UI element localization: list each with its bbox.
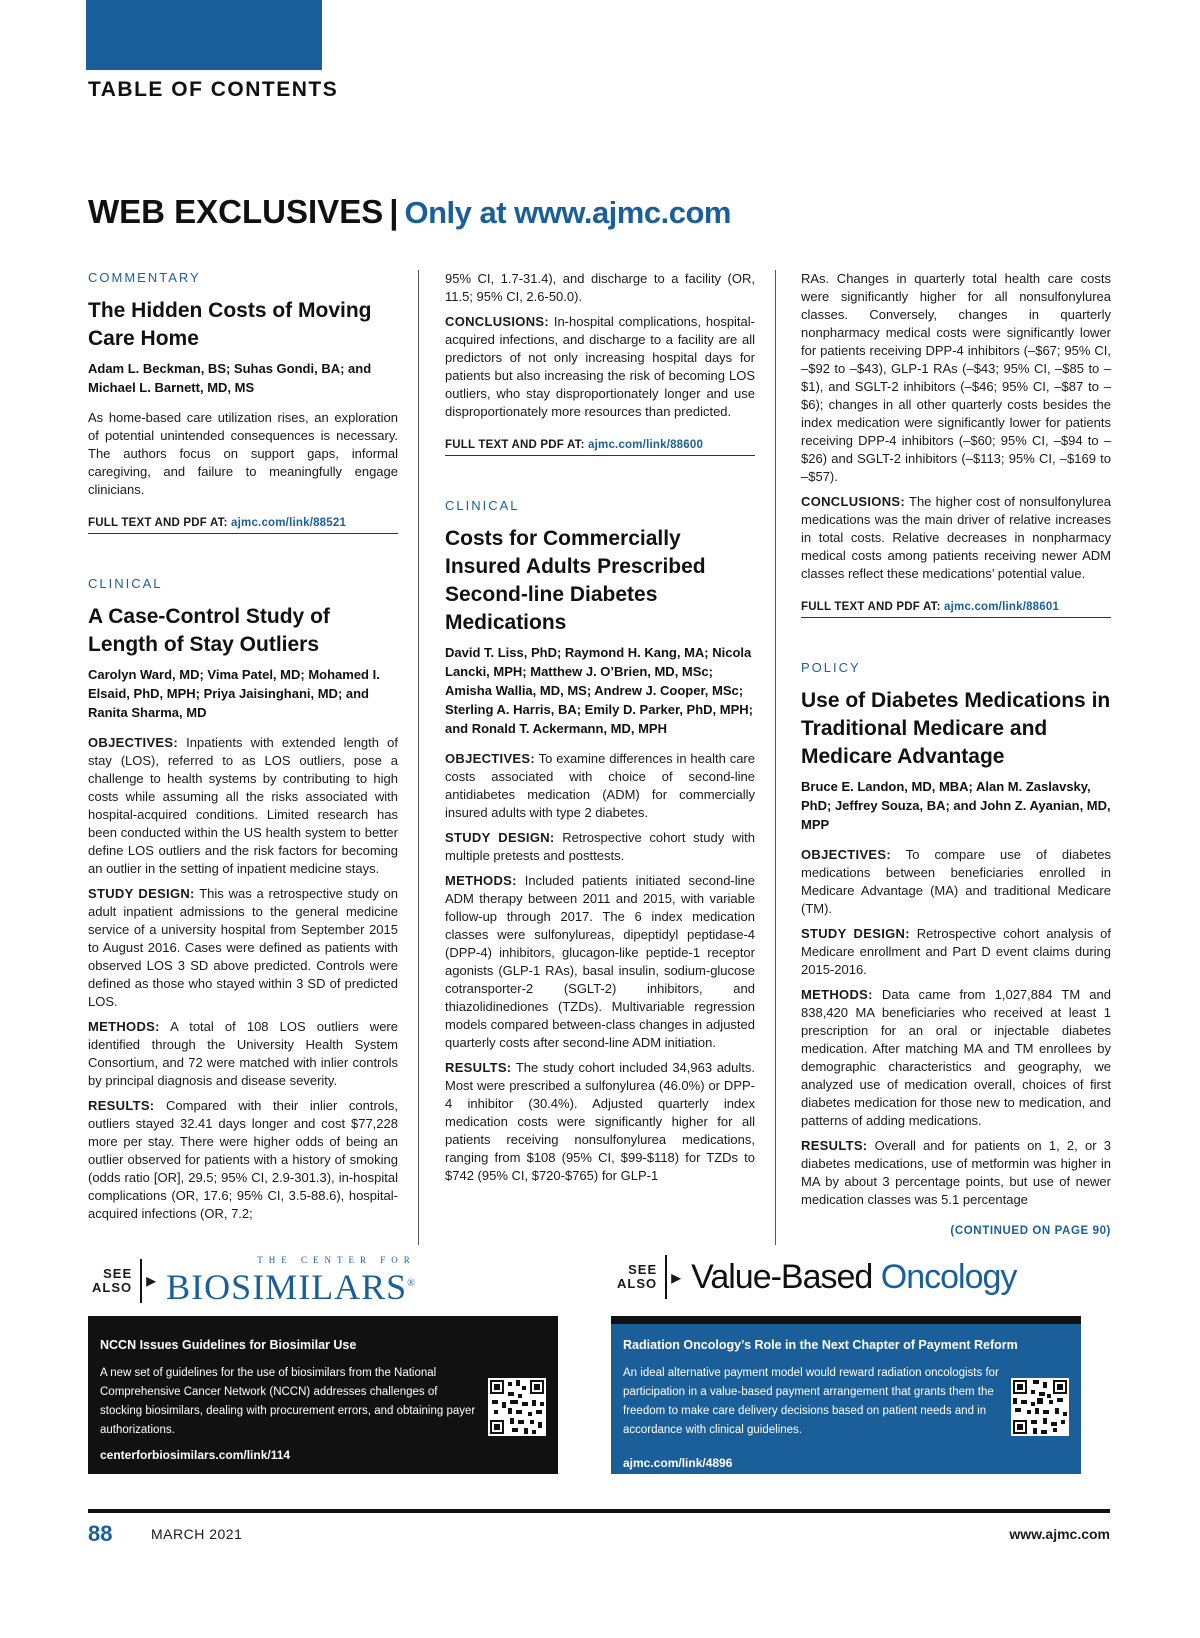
footer-rule [88, 1509, 1110, 1513]
chevron-right-icon: ▸ [671, 1266, 682, 1289]
see-also-value-based-oncology[interactable] [617, 1255, 1016, 1299]
article-summary: As home-based care utilization rises, an exploration of potential unintended consequences is necessary. The authors focus on support gaps, informal caregiving, and failure to meaningfully engage clinicians. [88, 410, 398, 497]
column-2 [445, 270, 755, 1192]
vbo-wordmark-b: Oncology [880, 1257, 1017, 1296]
biosimilars-logo-main [166, 1265, 416, 1306]
study-design-label: STUDY DESIGN: [445, 830, 555, 845]
methods-label: METHODS: [445, 873, 517, 888]
methods-paragraph [801, 986, 1111, 1130]
study-design-paragraph [801, 925, 1111, 979]
full-text-label: FULL TEXT AND PDF AT: [445, 439, 589, 451]
results-paragraph [445, 1059, 755, 1185]
section-label: COMMENTARY [88, 270, 201, 285]
results-label: RESULTS: [88, 1098, 155, 1113]
study-design-paragraph [88, 885, 398, 1011]
see-also-label [617, 1263, 657, 1291]
continued-text: 95% CI, 1.7-31.4), and discharge to a facility (OR, 11.5; 95% CI, 2.6-50.0). [445, 271, 755, 304]
full-text-label: FULL TEXT AND PDF AT: [88, 517, 232, 529]
objectives-text: To examine differences in health care costs associated with choice of second-line antidiabetes medication (ADM) for commercially insured adults with type 2 diabetes. [445, 751, 755, 820]
full-text-line [801, 601, 1111, 618]
section-label: POLICY [801, 660, 861, 675]
conclusions-text: In-hospital complications, hospital-acquired infections, and discharge to a facility are all predictors of not only increasing hospital days for patients but also increasing the risk of becoming LOS outliers, who stay disproportionately longer and use disproportionately more resources than predicted. [445, 314, 755, 419]
methods-label: METHODS: [88, 1019, 160, 1034]
article-link[interactable]: ajmc.com/link/88521 [231, 517, 347, 529]
article-title[interactable]: A Case-Control Study of Length of Stay Outliers [88, 605, 330, 656]
objectives-text: Inpatients with extended length of stay (LOS), referred to as LOS outliers, pose a challenge to health systems by contributing to high costs while assuming all the risks associated with hospital-acquired conditions. Limited research has been conducted within the US health system to better define LOS outliers and the risk factors for becoming an outlier in the setting of inpatient medicine stays. [88, 735, 398, 876]
biosimilars-logo [166, 1255, 416, 1306]
section-label: CLINICAL [445, 498, 520, 513]
full-text-line [88, 517, 398, 534]
objectives-paragraph [801, 846, 1111, 918]
qr-code-icon [488, 1378, 546, 1436]
study-design-paragraph [445, 829, 755, 865]
article-authors: David T. Liss, PhD; Raymond H. Kang, MA; Nicola Lancki, MPH; Matthew J. O’Brien, MD, MSc; Amisha Wallia, MD, MS; Andrew J. Cooper, MSc; Sterling A. Harris, BA; Emily D. Parker, PhD, MPH; and Ronald T. Ackermann, MD, MPH [445, 645, 753, 736]
see-also-biosimilars[interactable] [92, 1255, 416, 1306]
promo-body: An ideal alternative payment model would reward radiation oncologists for participation in a value-based payment arrangement that grants them the freedom to make care delivery decisions based on patient needs and in accordance with clinical guidelines. [623, 1367, 999, 1436]
article-authors: Carolyn Ward, MD; Vima Patel, MD; Mohamed I. Elsaid, PhD, MPH; Priya Jaisinghani, MD; and Ranita Sharma, MD [88, 667, 380, 720]
continued-text: RAs. Changes in quarterly total health care costs were significantly higher for all nonsulfonylurea classes. Conversely, changes in quarterly nonpharmacy medical costs were significantly lower for patients receiving DPP-4 inhibitors (–$67; 95% CI, –$92 to –$43), GLP-1 RAs (–$43; 95% CI, –$85 to –$1), and SGLT-2 inhibitors (–$46; 95% CI, –$87 to –$6); changes in all other quarterly costs besides the index medication were significantly lower for patients receiving DPP-4 inhibitors (–$60; 95% CI, –$94 to –$26) and SGLT-2 inhibitors (–$113; 95% CI, –$169 to –$57). [801, 271, 1111, 484]
vbo-wordmark-a: Value-Based [691, 1257, 881, 1296]
section-label: CLINICAL [88, 576, 163, 591]
results-text: Compared with their inlier controls, outliers stayed 32.41 days longer and cost $77,228 more per stay. There were higher odds of being an outlier observed for patients with a history of smoking (odds ratio [OR], 29.5; 95% CI, 2.9-301.3), in-hospital complications (OR, 17.6; 95% CI, 3.5-88.6), hospital-acquired infections (OR, 7.2; [88, 1098, 398, 1221]
see-word: SEE [628, 1262, 658, 1277]
also-word: ALSO [92, 1279, 133, 1295]
objectives-label: OBJECTIVES: [88, 735, 178, 750]
methods-text: A total of 108 LOS outliers were identified through the University Health System Consortium, and 72 were matched with inlier controls by principal diagnosis and disease severity. [88, 1019, 398, 1088]
objectives-paragraph [88, 734, 398, 878]
objectives-text: To compare use of diabetes medications between beneficiaries enrolled in Medicare Advantage (MA) and traditional Medicare (TM). [801, 847, 1111, 916]
issue-date: MARCH 2021 [151, 1526, 243, 1542]
methods-text: Data came from 1,027,884 TM and 838,420 MA beneficiaries who received at least 1 prescription for an oral or injectable diabetes medication. After matching MA and TM enrollees by demographic characteristics and geography, we analyzed use of medication overall, choices of first diabetes medication for those new to medication, and patterns of adding medications. [801, 987, 1111, 1128]
column-divider [775, 270, 776, 1245]
also-word: ALSO [617, 1276, 658, 1291]
table-of-contents-label: TABLE OF CONTENTS [88, 78, 339, 101]
promo-link[interactable]: centerforbiosimilars.com/link/114 [100, 1448, 291, 1462]
results-label: RESULTS: [445, 1060, 512, 1075]
results-paragraph [88, 1097, 398, 1223]
registered-mark: ® [407, 1278, 416, 1289]
methods-paragraph [88, 1018, 398, 1090]
conclusions-label: CONCLUSIONS: [801, 494, 905, 509]
article-authors: Bruce E. Landon, MD, MBA; Alan M. Zaslavsky, PhD; Jeffrey Souza, BA; and John Z. Ayanian, MD, MPP [801, 779, 1111, 832]
promo-title: NCCN Issues Guidelines for Biosimilar Use [100, 1338, 357, 1352]
web-exclusives-heading: WEB EXCLUSIVES [88, 193, 384, 230]
article-link[interactable]: ajmc.com/link/88601 [944, 601, 1060, 613]
methods-text: Included patients initiated second-line ADM therapy between 2011 and 2015, with variable follow-up through 2017. The 6 index medication classes were sulfonylureas, dipeptidyl peptidase-4 (DPP-4) inhibitors, glucagon-like peptide-1 receptor agonists (GLP-1 RAs), basal insulin, sodium-glucose cotransporter-2 (SGLT-2) inhibitors, and thiazolidinediones (TZDs). Multivariable regression models compared between-class changes in adjusted quarterly costs after second-line ADM initiation. [445, 873, 755, 1050]
results-text: Overall and for patients on 1, 2, or 3 diabetes medications, use of metformin was higher in MA by about 3 percentage points, but use of newer medication classes was 5.1 percentage [801, 1138, 1111, 1207]
title-separator: | [389, 193, 399, 230]
header-color-block [86, 0, 322, 70]
article-title[interactable]: The Hidden Costs of Moving Care Home [88, 299, 372, 350]
conclusions-paragraph [801, 493, 1111, 583]
conclusions-paragraph [445, 313, 755, 421]
see-also-divider [665, 1255, 667, 1299]
results-paragraph [801, 1137, 1111, 1209]
methods-paragraph [445, 872, 755, 1052]
study-design-text: Retrospective cohort study with multiple pretests and posttests. [445, 830, 755, 863]
web-exclusives-title [88, 193, 731, 231]
article-link[interactable]: ajmc.com/link/88600 [588, 439, 704, 451]
article-authors: Adam L. Beckman, BS; Suhas Gondi, BA; and Michael L. Barnett, MD, MS [88, 361, 372, 395]
study-design-text: This was a retrospective study on adult inpatient admissions to the general medicine service of a university hospital from September 2015 to August 2016. Cases were defined as patients with observed LOS 3 SD above predicted. Controls were defined as those who stayed within 3 SD of predicted LOS. [88, 886, 399, 1009]
article-title[interactable]: Costs for Commercially Insured Adults Prescribed Second-line Diabetes Medications [445, 527, 706, 634]
objectives-label: OBJECTIVES: [445, 751, 535, 766]
results-text: The study cohort included 34,963 adults. Most were prescribed a sulfonylurea (46.0%) or DPP-4 inhibitor (30.4%). Adjusted quarterly index medication costs were significantly higher for all patients receiving nonsulfonylurea medications, ranging from $108 (95% CI, $99-$118) for TZDs to $742 (95% CI, $720-$765) for GLP-1 [445, 1060, 755, 1183]
study-design-label: STUDY DESIGN: [801, 926, 910, 941]
column-3 [801, 270, 1111, 1237]
conclusions-label: CONCLUSIONS: [445, 314, 549, 329]
see-word: SEE [103, 1265, 133, 1281]
column-1 [88, 270, 398, 1230]
promo-body: A new set of guidelines for the use of biosimilars from the National Comprehensive Cancer Network (NCCN) addresses challenges of stocking biosimilars, dealing with procurement errors, and obtaining payer authorizations. [100, 1367, 476, 1436]
results-label: RESULTS: [801, 1138, 868, 1153]
study-design-text: Retrospective cohort analysis of Medicare enrollment and Part D event claims during 2015-2016. [801, 926, 1111, 977]
study-design-label: STUDY DESIGN: [88, 886, 195, 901]
continued-on-page[interactable]: (CONTINUED ON PAGE 90) [950, 1225, 1111, 1237]
promo-link[interactable]: ajmc.com/link/4896 [623, 1456, 733, 1470]
biosimilars-logo-top: THE CENTER FOR [257, 1255, 416, 1265]
full-text-label: FULL TEXT AND PDF AT: [801, 601, 945, 613]
site-tagline: Only at www.ajmc.com [404, 195, 731, 230]
biosimilars-wordmark: BIOSIMILARS [166, 1267, 408, 1307]
column-divider [418, 270, 419, 1245]
see-also-divider [140, 1259, 142, 1303]
footer-url[interactable]: www.ajmc.com [1009, 1526, 1110, 1542]
qr-code-icon [1011, 1378, 1069, 1436]
promo-title: Radiation Oncology’s Role in the Next Chapter of Payment Reform [623, 1338, 1018, 1352]
conclusions-text: The higher cost of nonsulfonylurea medications was the main driver of relative increases in total costs. Relative decreases in nonpharmacy medical costs among patients receiving newer ADM classes reflect these medications’ potential value. [801, 494, 1111, 581]
full-text-line [445, 439, 755, 456]
promo-box-biosimilars[interactable] [88, 1316, 558, 1474]
article-title[interactable]: Use of Diabetes Medications in Traditional Medicare and Medicare Advantage [801, 689, 1111, 768]
methods-label: METHODS: [801, 987, 873, 1002]
see-also-label [92, 1267, 132, 1295]
page-number: 88 [88, 1521, 113, 1546]
value-based-oncology-logo [691, 1258, 1016, 1297]
objectives-paragraph [445, 750, 755, 822]
objectives-label: OBJECTIVES: [801, 847, 891, 862]
promo-box-oncology[interactable] [611, 1316, 1081, 1474]
chevron-right-icon: ▸ [146, 1270, 157, 1292]
